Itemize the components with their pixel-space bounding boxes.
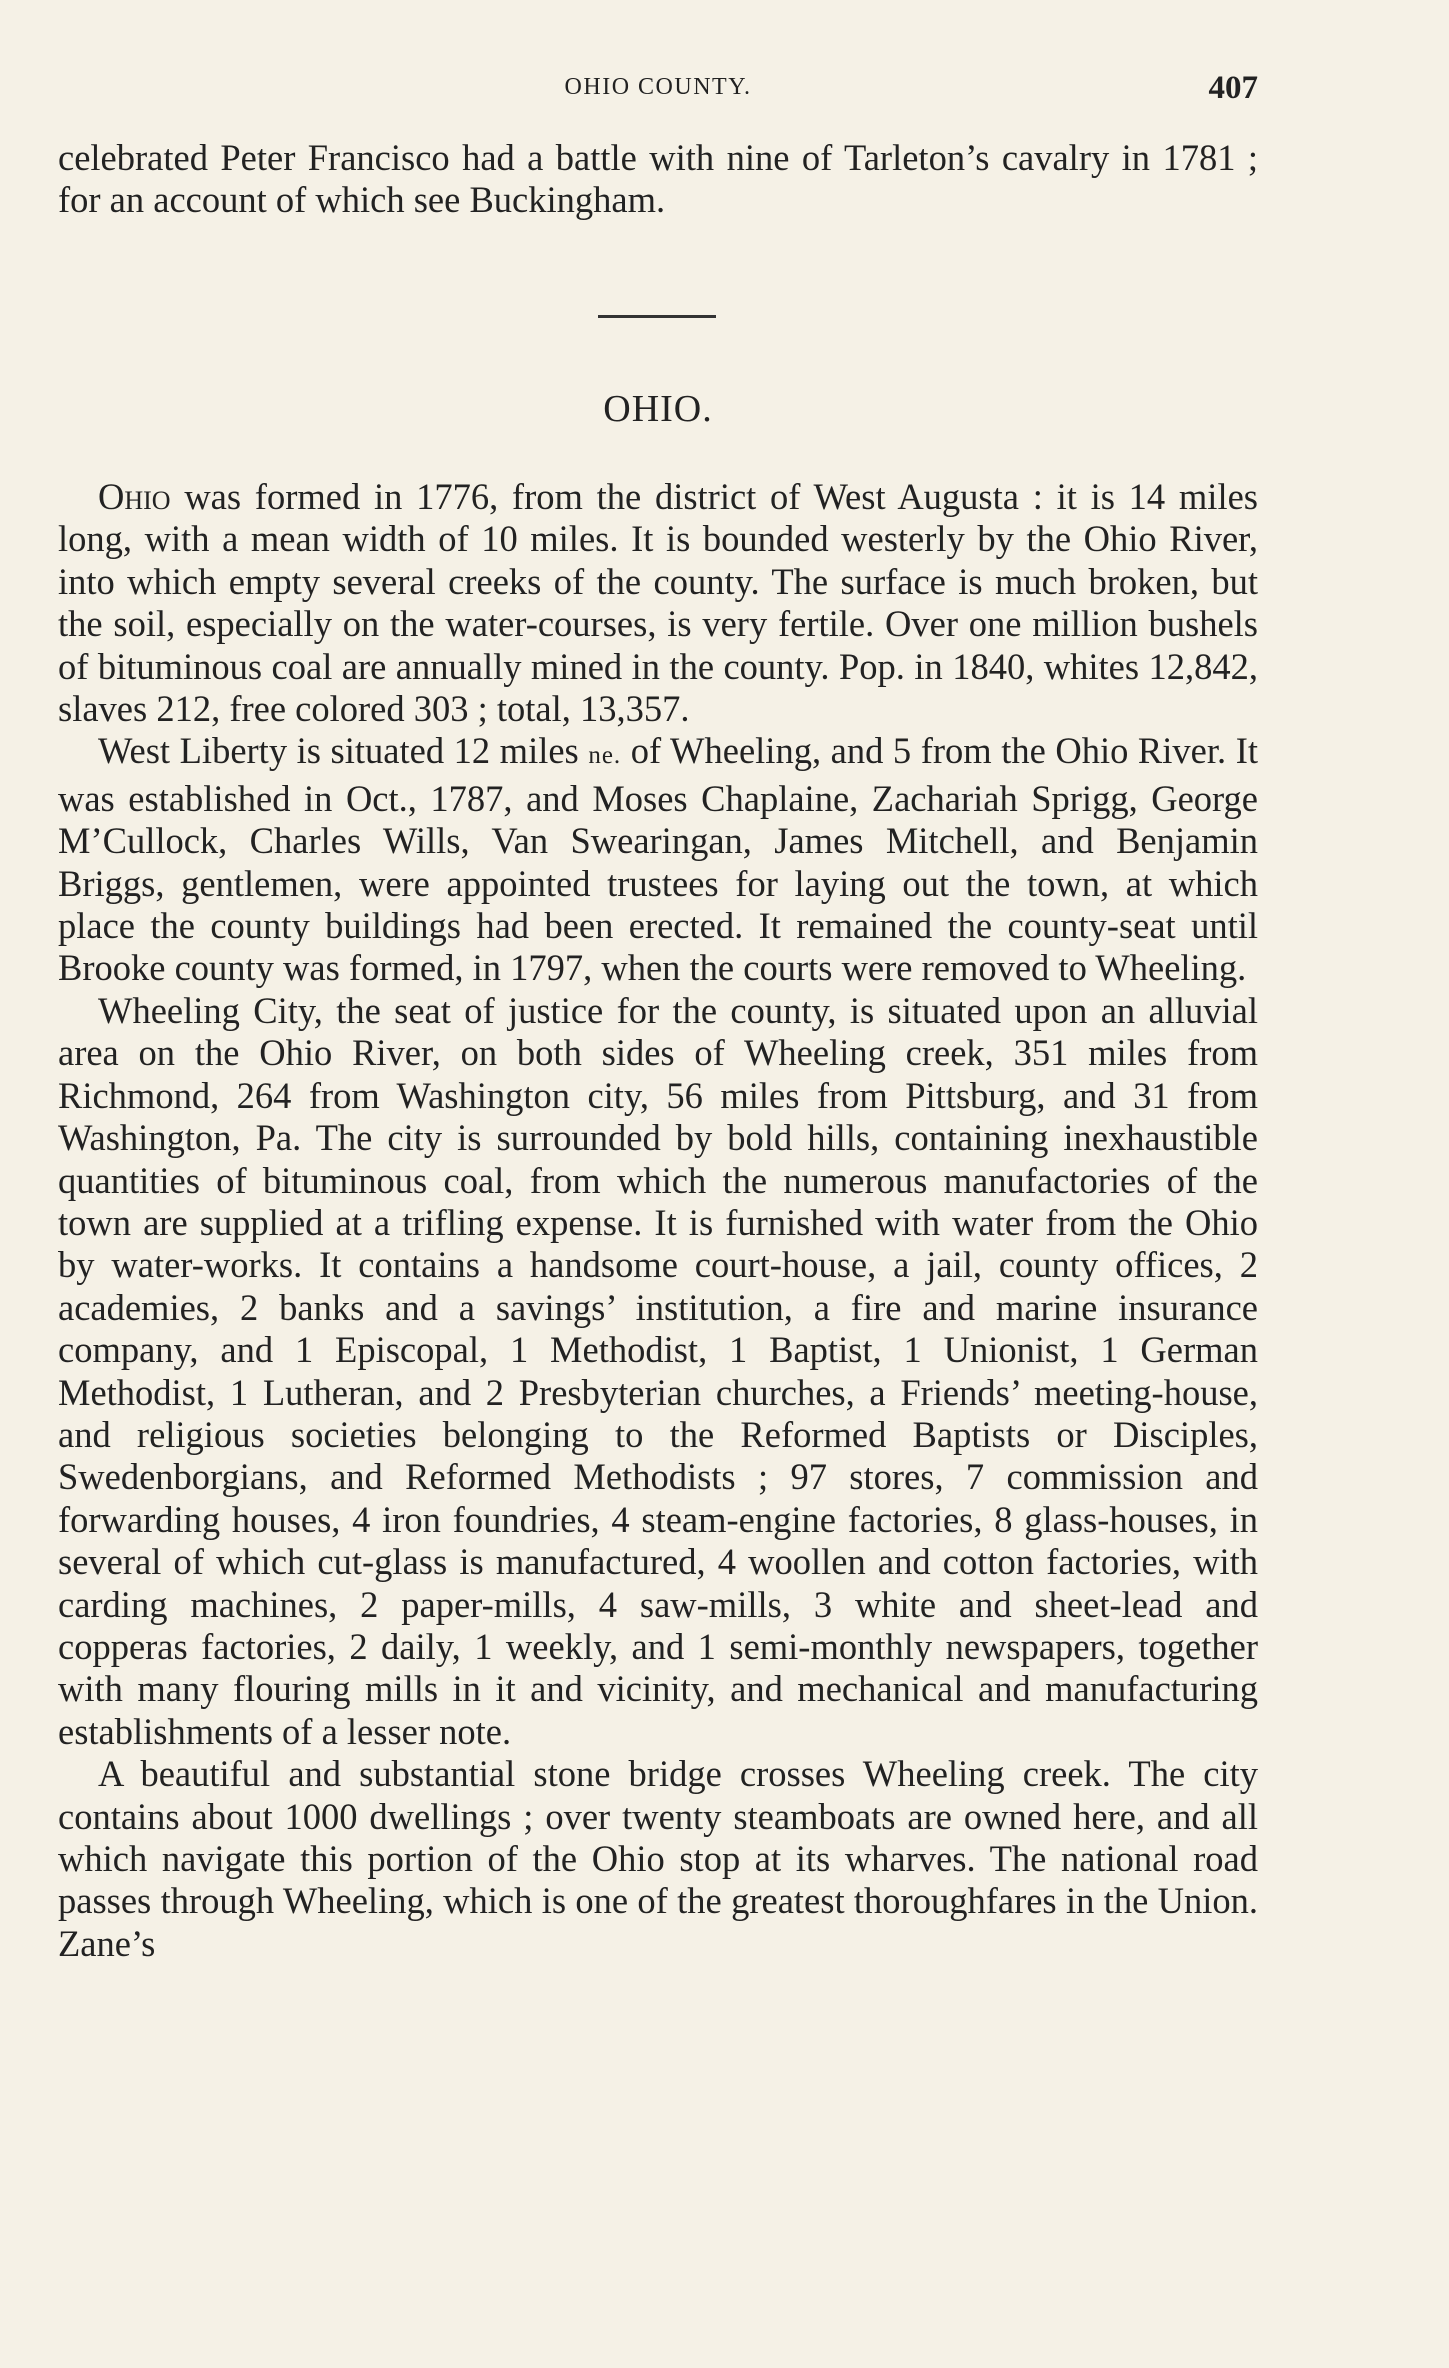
section-heading: OHIO. — [603, 388, 713, 430]
paragraph-text: West Liberty is situated 12 miles — [98, 730, 589, 772]
paragraph-text: was formed in 1776, from the district of West Augusta : it is 14 miles long, with a mean width of 10 miles. It is bounded westerly by the Ohio River, into which empty several creeks of the county. The surface is much broken, but the soil, especially on the water-courses, is very fertile. Over one million bushels of bituminous coal are annually mined in the county. Pop. in 1840, whites 12,842, slaves 212, free colored 303 ; total, 13,357. — [58, 476, 1258, 730]
section-divider — [598, 315, 716, 318]
running-head — [58, 70, 1258, 110]
paragraph-text: of Wheeling, and 5 from the Ohio River. It was established in Oct., 1787, and Moses Chaplaine, Zachariah Sprigg, George M’Cullock, Charles Wills, Van Swearingan, James Mitchell, and Benjamin Briggs, gentlemen, were appointed trustees for laying out the town, at which place the county buildings had been erected. It remained the county-seat until Brooke county was formed, in 1797, when the courts were removed to Wheeling. — [58, 730, 1258, 989]
lead-word: Ohio — [98, 476, 171, 517]
continuation-block — [58, 137, 1258, 222]
paragraph-wheeling-city: Wheeling City, the seat of justice for the county, is situated upon an alluvial area on the Ohio River, on both sides of Wheeling creek, 351 miles from Richmond, 264 from Washington city, 56 miles from Pittsburg, and 31 from Washington, Pa. The city is surrounded by bold hills, containing inexhaustible quantities of bituminous coal, from which the numerous manufactories of the town are supplied at a trifling expense. It is furnished with water from the Ohio by water-works. It contains a handsome court-house, a jail, county offices, 2 academies, 2 banks and a savings’ institution, a fire and marine insurance company, and 1 Episcopal, 1 Methodist, 1 Baptist, 1 Unionist, 1 German Methodist, 1 Lutheran, and 2 Presbyterian churches, a Friends’ meeting-house, and religious societies belonging to the Reformed Baptists or Disciples, Swedenborgians, and Reformed Methodists ; 97 stores, 7 commission and forwarding houses, 4 iron foundries, 4 steam-engine factories, 8 glass-houses, in several of which cut-glass is manufactured, 4 woollen and cotton factories, with carding machines, 2 paper-mills, 4 saw-mills, 3 white and sheet-lead and copperas factories, 2 daily, 1 weekly, and 1 semi-monthly newspapers, together with many flouring mills in it and vicinity, and mechanical and manufacturing establishments of a lesser note. — [58, 989, 1258, 1752]
body-text — [58, 476, 1258, 1965]
paragraph-stone-bridge: A beautiful and substantial stone bridge crosses Wheeling creek. The city contains about 1000 dwellings ; over twenty steamboats are owned here, and all which navigate this portion of the Ohio stop at its wharves. The national road passes through Wheeling, which is one of the greatest thoroughfares in the Union. Zane’s — [58, 1753, 1258, 1964]
page-number: 407 — [1208, 70, 1258, 106]
paragraph-west-liberty — [58, 730, 1258, 989]
direction-abbreviation: ne. — [588, 742, 622, 770]
paragraph-county-description — [58, 476, 1258, 730]
running-title: OHIO COUNTY. — [564, 74, 752, 100]
continuation-paragraph: celebrated Peter Francisco had a battle with nine of Tarleton’s cavalry in 1781 ; for an account of which see Buckingham. — [58, 137, 1258, 221]
